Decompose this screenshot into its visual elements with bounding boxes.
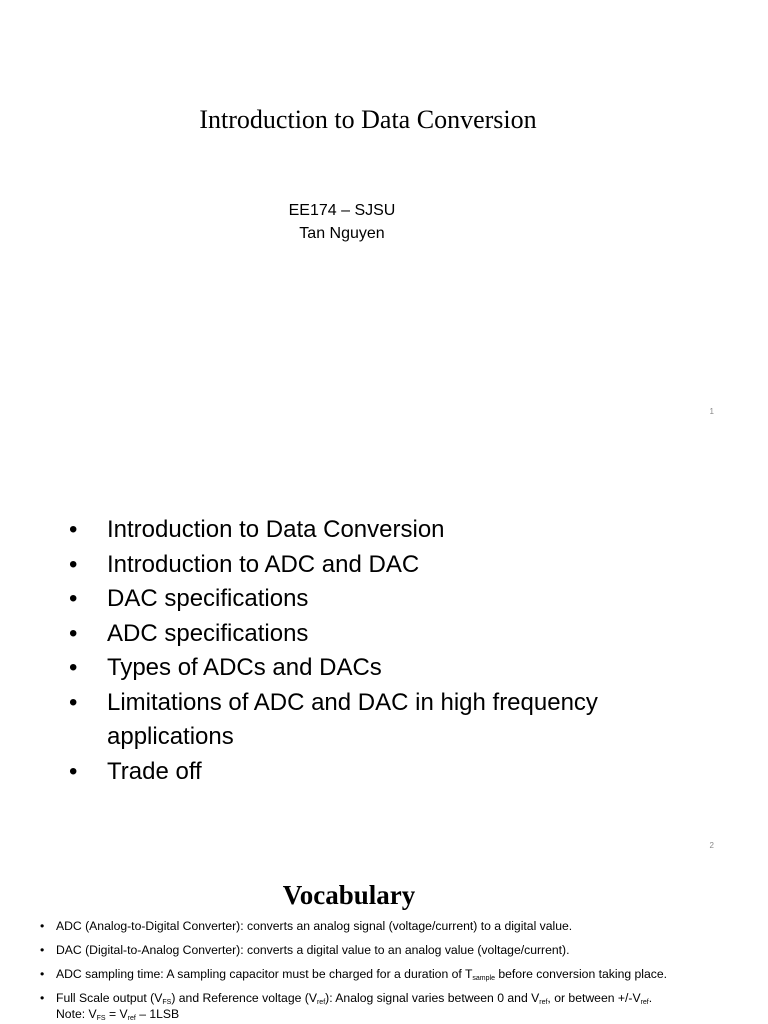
- bullet-icon: •: [69, 757, 78, 785]
- vocabulary-list: [38, 918, 738, 1024]
- slide-2: [0, 433, 768, 866]
- bullet-icon: •: [40, 919, 45, 933]
- list-item: • Limitations of ADC and DAC in high frequency applications: [64, 686, 704, 755]
- bullet-icon: •: [69, 516, 78, 543]
- slide-1: [0, 0, 768, 433]
- list-item: • Introduction to ADC and DAC: [64, 548, 704, 583]
- slide-title: Vocabulary: [282, 880, 416, 910]
- bullet-icon: •: [69, 619, 78, 647]
- agenda-list: [64, 513, 704, 789]
- list-item: • DAC (Digital-to-Analog Converter): converts a digital value to an analog value (voltage/current).: [40, 943, 570, 957]
- list-item: • ADC (Analog-to-Digital Converter): converts an analog signal (voltage/current) to a digital value.: [40, 919, 573, 933]
- bullet-icon: •: [40, 943, 45, 957]
- list-item: • DAC specifications: [64, 582, 704, 617]
- page-number: 1: [709, 407, 714, 416]
- slide-title: Introduction to Data Conversion: [199, 105, 537, 134]
- slide-3: [0, 866, 768, 1024]
- bullet-icon: •: [40, 991, 45, 1005]
- list-item: • Introduction to Data Conversion: [64, 513, 704, 548]
- course-label: EE174 – SJSU: [288, 202, 396, 219]
- list-item: • Types of ADCs and DACs: [64, 651, 704, 686]
- author-name: Tan Nguyen: [299, 225, 385, 242]
- page-number: 2: [709, 841, 714, 850]
- bullet-icon: •: [69, 585, 78, 612]
- bullet-icon: •: [69, 654, 78, 681]
- list-item: • ADC sampling time: A sampling capacitor must be charged for a duration of $T_{sample}$ before conversion taking place.: [40, 967, 668, 982]
- bullet-icon: •: [69, 550, 78, 578]
- list-item: • Trade off: [64, 755, 704, 790]
- list-item: • Full Scale output $(V_{FS})$ and Reference voltage $(V_{ref})$: Analog signal varies between 0 and $V_{ref}$, or between $+/-V_{ref}$. Note: $V_{FS} = V_{ref} - 1LSB$: [40, 991, 653, 1022]
- list-item: • ADC specifications: [64, 617, 704, 652]
- bullet-icon: •: [40, 967, 45, 981]
- bullet-icon: •: [69, 688, 78, 716]
- slide-subtitle: [242, 199, 442, 245]
